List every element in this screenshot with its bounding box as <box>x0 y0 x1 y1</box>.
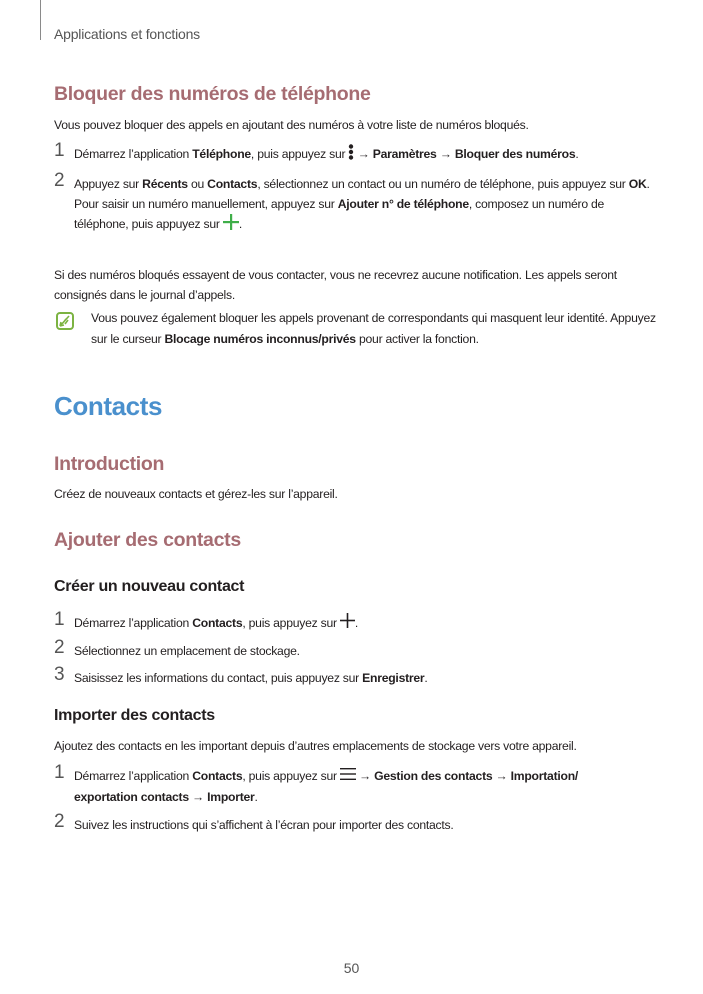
section-heading-add-contacts: Ajouter des contacts <box>54 529 241 551</box>
step-text: Démarrez l’application Contacts, puis appuyez sur → Gestion des contacts → Importation/ exportation contacts → Importer. <box>74 766 614 807</box>
note-pencil-icon <box>56 312 74 330</box>
chapter-title-contacts: Contacts <box>54 391 163 421</box>
step-number: 1 <box>54 762 65 783</box>
block-numbers-intro: Vous pouvez bloquer des appels en ajoutant des numéros à votre liste de numéros bloqués. <box>54 118 529 132</box>
chapter-header: Applications et fonctions <box>54 26 200 42</box>
step-text: Saisissez les informations du contact, puis appuyez sur Enregistrer. <box>74 671 428 685</box>
step-number: 3 <box>54 664 65 685</box>
step-number: 1 <box>54 140 65 161</box>
menu-icon <box>340 767 356 787</box>
header-divider <box>40 0 41 40</box>
block-numbers-info: Si des numéros bloqués essayent de vous contacter, vous ne recevrez aucune notification. Les appels seront consignés dans le journal d’appels. <box>54 268 617 302</box>
add-plus-green-icon <box>223 214 239 236</box>
step-text: Appuyez sur Récents ou Contacts, sélectionnez un contact ou un numéro de téléphone, puis appuyez sur OK. Pour saisir un numéro manuellement, appuyez sur Ajouter n° de téléphone, composez un numéro de téléphone, puis appuyez sur . <box>74 174 654 236</box>
subheading-create-contact: Créer un nouveau contact <box>54 578 245 595</box>
step-number: 2 <box>54 637 65 658</box>
step-text: Sélectionnez un emplacement de stockage. <box>74 644 300 658</box>
import-intro: Ajoutez des contacts en les important depuis d’autres emplacements de stockage vers votre appareil. <box>54 739 577 753</box>
step-number: 1 <box>54 609 65 630</box>
subheading-import-contacts: Importer des contacts <box>54 707 215 724</box>
step-text: Suivez les instructions qui s’affichent à l’écran pour importer des contacts. <box>74 818 454 832</box>
section-heading-introduction: Introduction <box>54 453 165 475</box>
introduction-text: Créez de nouveaux contacts et gérez-les sur l’appareil. <box>54 487 338 501</box>
step-number: 2 <box>54 811 65 832</box>
section-heading-block-numbers: Bloquer des numéros de téléphone <box>54 83 371 105</box>
step-number: 2 <box>54 170 65 191</box>
step-text: Démarrez l’application Contacts, puis appuyez sur . <box>74 613 654 634</box>
note-text: Vous pouvez également bloquer les appels provenant de correspondants qui masquent leur identité. Appuyez sur le curseur Blocage numéros inconnus/privés pour activer la fonction. <box>91 311 656 346</box>
add-plus-icon <box>340 613 355 634</box>
page-number: 50 <box>343 960 360 976</box>
step-text: Démarrez l’application Téléphone, puis appuyez sur → Paramètres → Bloquer des numéros. <box>74 144 654 166</box>
